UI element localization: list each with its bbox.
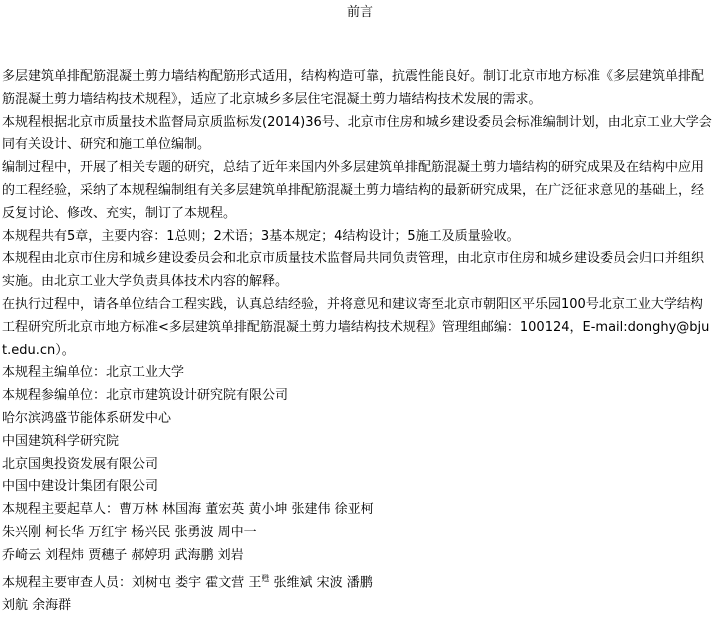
paragraph-process: 编制过程中，开展了相关专题的研究，总结了近年来国内外多层建筑单排配筋混凝土剪力墙结构的研究成果及在结构中应用的工程经验，采纳了本规程编制组有关多层建筑单排配筋混凝土剪力墙结构的最新研究成果，在广泛征求意见的基础上，经反复讨论、修改、充实，制订了本规程。 [2, 160, 705, 221]
paragraph-management: 本规程由北京市住房和城乡建设委员会和北京市质量技术监督局共同负责管理，由北京市住房和城乡建设委员会归口并组织实施。由北京工业大学负责具体技术内容的解释。 [2, 251, 705, 290]
chief-editor-unit: 本规程主编单位：北京工业大学 [2, 365, 185, 381]
drafters-line-3: 乔崎云 刘程炜 贾穗子 郝婷玥 武海鹏 刘岩 [2, 547, 244, 563]
participating-unit: 本规程参编单位：北京市建筑设计研究院有限公司 [2, 388, 289, 404]
participating-unit-3: 中国建筑科学研究院 [2, 433, 120, 449]
reviewers-line [2, 568, 714, 595]
participating-unit-4: 北京国奥投资发展有限公司 [2, 456, 159, 472]
reviewers-line-2: 刘航 余海群 [2, 597, 72, 613]
body-text [2, 66, 714, 617]
reviewers-before: 本规程主要审查人员：刘树屯 娄宇 霍文营 王 [2, 574, 262, 590]
participating-unit-5: 中国中建设计集团有限公司 [2, 479, 159, 495]
reviewers-mark: 甦 [261, 573, 270, 583]
paragraph-chapters: 本规程共有5章，主要内容：1总则；2术语；3基本规定；4结构设计；5施工及质量验收。 [2, 228, 520, 244]
reviewers-after: 张维斌 宋波 潘鹏 [269, 574, 373, 590]
participating-unit-2: 哈尔滨鸿盛节能体系研发中心 [2, 410, 172, 426]
paragraph-intro: 多层建筑单排配筋混凝土剪力墙结构配筋形式适用，结构构造可靠，抗震性能良好。制订北京市地方标准《多层建筑单排配筋混凝土剪力墙结构技术规程》，适应了北京城乡多层住宅混凝土剪力墙结构技术发展的需求。 [2, 69, 705, 107]
drafters-line-2: 朱兴刚 柯长华 万红宇 杨兴民 张勇波 周中一 [2, 524, 257, 540]
page-title: 前言 [346, 5, 373, 20]
drafters-line-1: 本规程主要起草人：曹万林 林国海 董宏英 黄小坤 张建伟 徐亚柯 [2, 502, 374, 518]
paragraph-feedback: 在执行过程中，请各单位结合工程实践，认真总结经验，并将意见和建议寄至北京市朝阳区平乐园100号北京工业大学结构工程研究所北京市地方标准<多层建筑单排配筋混凝土剪力墙结构技术规程》管理组邮编：100124，E-mail:donghy@bjut.edu.cn）。 [2, 296, 710, 358]
paragraph-basis: 本规程根据北京市质量技术监督局京质监标发(2014)36号、北京市住房和城乡建设委员会标准编制计划，由北京工业大学会同有关设计、研究和施工单位编制。 [2, 114, 712, 153]
